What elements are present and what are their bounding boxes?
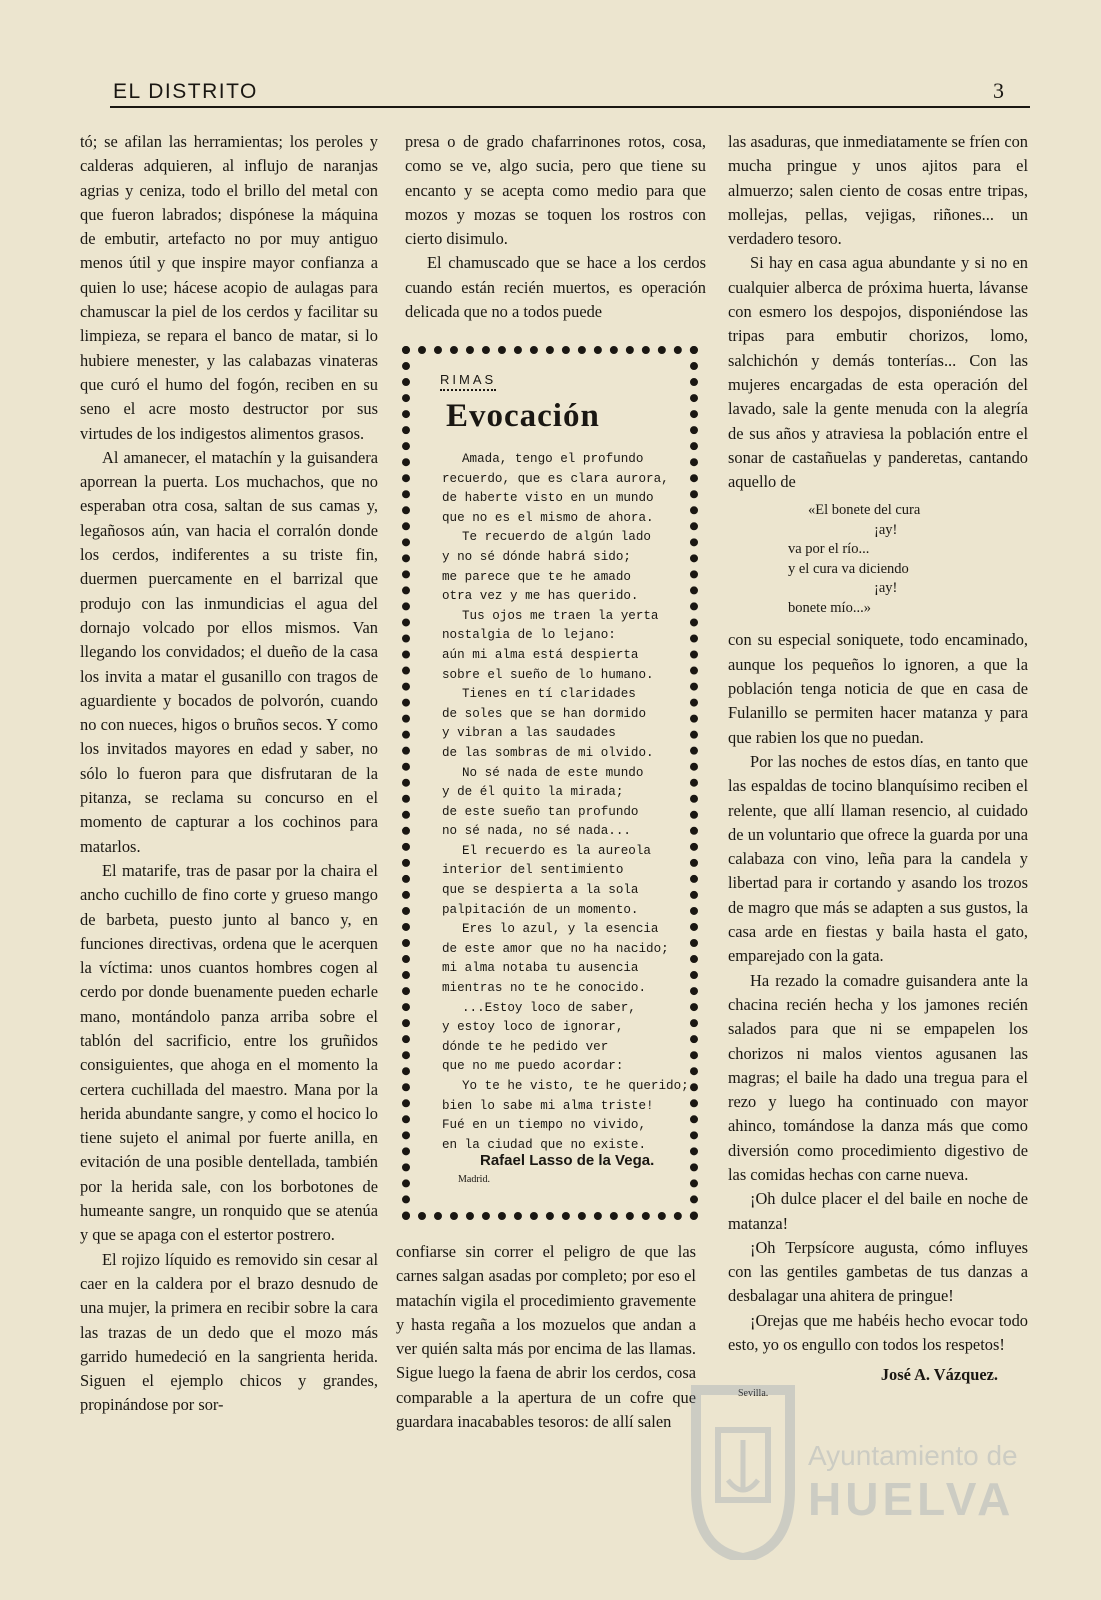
poem-line: mientras no te he conocido. bbox=[442, 981, 647, 996]
poem-line: sobre el sueño de lo humano. bbox=[442, 667, 654, 682]
poem-line: que no es el mismo de ahora. bbox=[442, 510, 654, 525]
poem-line: ...Estoy loco de saber, bbox=[462, 1000, 636, 1015]
poem-line: Amada, tengo el profundo bbox=[462, 452, 644, 466]
paragraph: presa o de grado chafarrinones rotos, cosa, como se ve, algo sucia, pero que tiene su encanto y se acepta como medio para que mozos y mozas se toquen los rostros con cierto disimulo. bbox=[405, 132, 706, 249]
song-verse bbox=[728, 501, 1028, 618]
poem-line: dónde te he pedido ver bbox=[442, 1039, 609, 1054]
page-number: 3 bbox=[993, 78, 1004, 103]
watermark bbox=[688, 1370, 1048, 1570]
poem-line: mi alma notaba tu ausencia bbox=[442, 961, 639, 976]
watermark-line-2: HUELVA bbox=[808, 1473, 1015, 1525]
poem-line: El recuerdo es la aureola bbox=[462, 843, 651, 858]
poem-line: de haberte visto en un mundo bbox=[442, 491, 654, 506]
paragraph: El rojizo líquido es removido sin cesar al caer en la caldera por el brazo desnudo de una mujer, la primera en recibir sobre la cara las trazas de un dedo que el mozo más garrido humedeció en la sangrienta herida. Siguen el ejemplo chicos y grandes, propinándose por sor- bbox=[80, 1249, 378, 1415]
poem-place: Madrid. bbox=[458, 1174, 490, 1185]
song-line: ¡ay! bbox=[874, 521, 898, 538]
poem-line: que no me puedo acordar: bbox=[442, 1059, 624, 1074]
paragraph: El matarife, tras de pasar por la chaira el ancho cuchillo de fino corte y grueso mango de barbeta, puesto junto al banco y, en funciones directivas, ordena que le acerquen la víctima: unos cuantos hombres cogen al cerdo por donde buenamente pueden echarle mano, montándolo panza arriba sobre el tablón del sacrificio, entre los gruñidos consiguientes, que ahoga en el momento la certera cuchillada del maestro. Mana por la herida abundante sangre, y como el hocico lo tiene sujeto el animal por fuerte anilla, en evitación de una posible dentellada, también por la herida sale, con los borbotones de humeante sangre, un ronquido que se atenúa y que se apaga con el estertor postrero. bbox=[80, 860, 378, 1245]
poem-line: y de él quito la mirada; bbox=[442, 785, 624, 800]
poem-line: que se despierta a la sola bbox=[442, 883, 639, 898]
watermark-line-1: Ayuntamiento de bbox=[808, 1440, 1018, 1471]
poem-line: Yo te he visto, te he querido; bbox=[462, 1079, 689, 1093]
poem-line: Eres lo azul, y la esencia bbox=[462, 922, 659, 937]
article-column-1 bbox=[80, 130, 378, 1418]
poem-title: Evocación bbox=[446, 398, 600, 434]
song-line: bonete mío...» bbox=[788, 599, 871, 616]
poem-line: y no sé dónde habrá sido; bbox=[442, 549, 631, 564]
poem-line: me parece que te he amado bbox=[442, 569, 631, 584]
page-header bbox=[110, 80, 1030, 108]
paragraph: Por las noches de estos días, en tanto que las espaldas de tocino blanquísimo reciben el relente, que allí llaman resencio, al cuidado de un voluntario que ofrece la guarda por una calabaza con vino, leña para la candela y libertad para ir cortando y asando los trozos de magro que más se adapten a sus gustos, la casa arde en fiestas y baila hasta el gato, emparejado con la gata. bbox=[728, 751, 1028, 966]
poem-line: Tienes en tí claridades bbox=[462, 687, 636, 702]
song-line: y el cura va diciendo bbox=[788, 560, 909, 577]
poem-line: Tus ojos me traen la yerta bbox=[462, 608, 659, 623]
poem-line: No sé nada de este mundo bbox=[462, 765, 644, 780]
article-column-3 bbox=[728, 130, 1028, 1400]
paragraph: las asaduras, que inmediatamente se fríen con mucha pringue y unos ajitos para el almuerzo; salen ciento de cosas entre tripas, mollejas, pellas, vejigas, riñones... un verdadero tesoro. bbox=[728, 132, 1028, 249]
article-signature: José A. Vázquez. bbox=[880, 1365, 998, 1385]
poem-line: palpitación de un momento. bbox=[442, 902, 639, 917]
poem-section-label: RIMAS bbox=[440, 372, 496, 391]
poem-line: Fué en un tiempo no vivido, bbox=[442, 1118, 647, 1133]
poem-line: nostalgia de lo lejano: bbox=[442, 628, 616, 643]
paragraph: El chamuscado que se hace a los cerdos cuando están recién muertos, es operación delicada que no a todos puede bbox=[405, 253, 706, 322]
song-line: «El bonete del cura bbox=[808, 502, 921, 519]
poem-line: de este amor que no ha nacido; bbox=[442, 941, 669, 956]
poem-line: de soles que se han dormido bbox=[442, 706, 647, 721]
song-line: va por el río... bbox=[788, 541, 870, 558]
poem-line: otra vez y me has querido. bbox=[442, 589, 639, 604]
paragraph: con su especial soniquete, todo encaminado, aunque los pequeños lo ignoren, a que la población tenga noticia de que en casa de Fulanillo se permiten hacer matanza y para que rabien los que no puedan. bbox=[728, 630, 1028, 747]
paragraph: ¡Oh dulce placer el del baile en noche de matanza! bbox=[728, 1189, 1028, 1233]
paragraph: confiarse sin correr el peligro de que las carnes salgan asadas por completo; por eso el matachín vigila el procedimiento gravemente y hasta regaña a los mozuelos que andan a ver quién salta más por encima de las llamas. Sigue luego la faena de abrir los cerdos, cosa comparable a la apertura de un cofre que guardara inacabables tesoros: de allí salen bbox=[396, 1242, 696, 1432]
article-place: Sevilla. bbox=[738, 1387, 769, 1399]
poem-line: Te recuerdo de algún lado bbox=[462, 530, 651, 545]
article-column-2-bottom bbox=[396, 1240, 696, 1434]
paragraph: Al amanecer, el matachín y la guisandera aporrean la puerta. Los muchachos, que no esperaban otra cosa, saltan de sus camas y, legañosos aún, van hacia el corralón donde los cerdos, indiferentes a su triste fin, duermen puercamente en el barrizal que produjo con las inmundicias el agua del dornajo volcado por ellos mismos. Van llegando los convidados; el dueño de la casa los invita a matar el gusanillo con tragos de aguardiente y bocados de polvorón, cuando no con nueces, higos o bruños secos. Y como los invitados mayores en edad y saber, no sólo lo fueron para que disfrutaran de la pitanza, se reclama su concurso en el momento de capturar a los cochinos para matarlos. bbox=[80, 447, 378, 856]
poem-line: en la ciudad que no existe. bbox=[442, 1137, 647, 1152]
poem-line: interior del sentimiento bbox=[442, 863, 624, 878]
paragraph: ¡Orejas que me habéis hecho evocar todo esto, yo os engullo con todos los respetos! bbox=[728, 1310, 1028, 1355]
poem-line: y vibran a las saudades bbox=[442, 726, 616, 741]
poem-body bbox=[442, 450, 689, 1155]
coat-of-arms-icon bbox=[688, 1370, 798, 1560]
poem-line: y estoy loco de ignorar, bbox=[442, 1020, 624, 1035]
poem-box bbox=[402, 346, 698, 1220]
paragraph: Si hay en casa agua abundante y si no en cualquier alberca de próxima huerta, lávanse con esmero los despojos, disponiéndose las tripas para embutir chorizos, lomo, salchichón y demás tonterías... Con las mujeres encargadas de esta operación del lavado, sale la gente menuda con la alegría de sus años y atraviesa la población entre el sonar de castañuelas y panderetas, cantando aquello de bbox=[728, 253, 1028, 492]
poem-line: de este sueño tan profundo bbox=[442, 804, 639, 819]
song-line: ¡ay! bbox=[874, 580, 898, 597]
poem-line: bien lo sabe mi alma triste! bbox=[442, 1098, 654, 1113]
poem-line: no sé nada, no sé nada... bbox=[442, 824, 631, 839]
article-column-2-top bbox=[405, 130, 706, 324]
poem-line: aún mi alma está despierta bbox=[442, 647, 639, 662]
paragraph: Ha rezado la comadre guisandera ante la chacina recién hecha y los jamones recién salados para que ni se empapelen los chorizos ni malos vientos agusanen las magras; el baile ha dado una tregua para el rezo y luego ha continuado con mayor ahinco, tomándose la danza más que como diversión como procedimiento digestivo de las comidas hechas con carne nueva. bbox=[728, 970, 1028, 1184]
poem-author: Rafael Lasso de la Vega. bbox=[480, 1152, 655, 1169]
paragraph: tó; se afilan las herramientas; los peroles y calderas adquieren, al influjo de naranjas agrias y ceniza, todo el brillo del metal con que fueron labrados; dispónese la máquina de embutir, artefacto no por muy antiguo menos útil y que inspire mayor confianza a quien lo use; hácese acopio de aulagas para chamuscar la piel de los cerdos y facilitar su limpieza, se repara el banco de matar, si lo hubiere menester, y las calabazas vinateras que curó el humo del fogón, reciben en su seno el acre mosto destructor por sus virtudes de los indigestos alimentos grasos. bbox=[80, 132, 378, 443]
paragraph: ¡Oh Terpsícore augusta, cómo influyes con las gentiles gambetas de tus danzas a desbalagar una ahitera de pringue! bbox=[728, 1237, 1028, 1306]
poem-line: de las sombras de mi olvido. bbox=[442, 745, 654, 760]
poem-line: recuerdo, que es clara aurora, bbox=[442, 471, 669, 486]
masthead: EL DISTRITO bbox=[113, 80, 258, 103]
